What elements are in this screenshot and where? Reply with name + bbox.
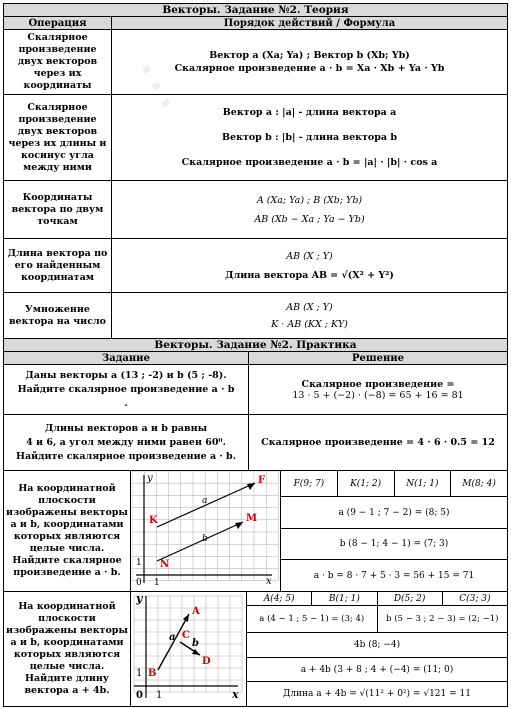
task2-line: Найдите скалярное произведение a · b. <box>15 450 237 462</box>
point-D: D <box>201 656 211 667</box>
point-F: F <box>257 475 265 486</box>
op-vector-length: Длина вектора по его найденным координатам <box>4 239 112 293</box>
formula-dot-lengths <box>112 95 508 181</box>
task4-sol4: Длина a + 4b = √(11² + 0²) = √121 = 11 <box>247 682 508 707</box>
point-cell: D(5; 2) <box>377 592 442 606</box>
point-N: N <box>159 559 169 570</box>
task3-graph <box>131 471 281 592</box>
formula-vector-points <box>112 181 508 239</box>
task1-sol: 13 · 5 + (−2) · (−8) = 65 + 16 = 81 <box>292 389 464 401</box>
point-B: B <box>147 668 156 679</box>
label-y: y <box>135 592 142 605</box>
col-formula: Порядок действий / Формула <box>112 17 508 30</box>
task4-grid-svg <box>132 592 246 702</box>
theory-title: Векторы. Задание №2. Теория <box>4 4 508 17</box>
watermark: ⋯ <box>114 43 202 128</box>
formula-line: Скалярное произведение a · b = Xa · Xb + Ya · Yb <box>174 63 445 74</box>
vector-a-arrow <box>183 614 189 622</box>
label-x: x <box>231 688 239 701</box>
task4-table <box>3 591 508 707</box>
point-cell: C(3; 3) <box>442 592 507 606</box>
task2-line: 4 и 6, а угол между ними равен 60⁰. <box>26 436 226 448</box>
task3-sol2: b (8 − 1; 4 − 1) = (7; 3) <box>281 528 508 560</box>
theory-table <box>3 3 508 339</box>
task1-text: Даны векторы a (13 ; -2) и b (5 ; -8). Найдите скалярное произведение a · b . <box>4 365 249 415</box>
op-dot-coords: Скалярное произведение двух векторов через их координаты <box>4 30 112 95</box>
label-a: a <box>201 496 207 506</box>
label-one-x: 1 <box>155 690 162 701</box>
col-operation: Операция <box>4 17 112 30</box>
formula-vector-length <box>112 239 508 293</box>
formula-line: K · AB (KX ; KY) <box>271 318 348 330</box>
label-zero: 0 <box>135 690 143 701</box>
formula-line: Вектор b : |b| - длина вектора b <box>222 132 397 143</box>
op-vector-scalar: Умножение вектора на число <box>4 293 112 339</box>
point-cell: N(1; 1) <box>394 471 451 497</box>
task3-sol3: a · b = 8 · 7 + 5 · 3 = 56 + 15 = 71 <box>281 560 508 592</box>
practice-table <box>3 338 508 471</box>
label-b: b <box>191 638 199 649</box>
formula-line: Длина вектора AB = √(X² + Y²) <box>225 269 394 281</box>
task2-line: Длины векторов a и b равны <box>44 422 208 434</box>
formula-line: AB (X ; Y) <box>286 301 333 313</box>
task4-text: На координатной плоскости изображены векторы a и b, координатами которых являются целые числа. Найдите длину вектора a + 4b. <box>4 592 131 707</box>
task2-sol: Скалярное произведение = 4 · 6 · 0.5 = 12 <box>249 415 508 471</box>
op-vector-points: Координаты вектора по двум точкам <box>4 181 112 239</box>
label-y: y <box>146 473 153 484</box>
formula-line: Скалярное произведение a · b = |a| · |b| · cos a <box>181 157 438 168</box>
task1-solution <box>249 365 508 415</box>
label-zero: 0 <box>135 578 142 587</box>
formula-line: AB (Xb − Xa ; Ya − Yb) <box>254 213 365 225</box>
task2-text <box>4 415 249 471</box>
formula-dot-coords <box>112 30 508 95</box>
point-cell: B(1; 1) <box>312 592 377 606</box>
point-M: M <box>245 513 257 524</box>
point-K: K <box>148 515 158 526</box>
point-cell: K(1; 2) <box>337 471 394 497</box>
task3-table <box>3 470 508 592</box>
task3-grid-svg <box>132 471 280 587</box>
task3-sol1: a (9 − 1 ; 7 − 2) = (8; 5) <box>281 497 508 529</box>
point-cell: M(8; 4) <box>451 471 508 497</box>
point-cell: A(4; 5) <box>247 592 312 606</box>
task3-text: На координатной плоскости изображены векторы a и b, координатами которых являются целые числа. Найдите скалярное произведение a · b. <box>4 471 131 592</box>
op-dot-lengths: Скалярное произведение двух векторов через их длины и косинус угла между ними <box>4 95 112 181</box>
label-one-y: 1 <box>135 668 142 679</box>
formula-line: AB (X ; Y) <box>286 250 333 262</box>
point-cell: F(9; 7) <box>281 471 338 497</box>
task4-sol2: 4b (8; −4) <box>247 633 508 658</box>
label-b: b <box>201 534 208 544</box>
practice-title: Векторы. Задание №2. Практика <box>4 339 508 352</box>
task4-sol1b: b (5 − 3 ; 2 − 3) = (2; −1) <box>377 606 508 633</box>
task4-graph <box>131 592 247 707</box>
task1-sol-title: Скалярное произведение = <box>301 378 455 390</box>
label-a: a <box>168 632 175 643</box>
formula-line: Вектор a : |a| - длина вектора a <box>222 107 397 118</box>
point-A: A <box>191 606 200 617</box>
task4-sol3: a + 4b (3 + 8 ; 4 + (−4) = (11; 0) <box>247 657 508 682</box>
col-solution: Решение <box>249 352 508 365</box>
label-one-y: 1 <box>135 558 142 568</box>
label-one-x: 1 <box>153 578 160 587</box>
label-x: x <box>265 576 272 587</box>
vector-b <box>157 522 243 561</box>
task4-sol1a: a (4 − 1 ; 5 − 1) = (3; 4) <box>247 606 378 633</box>
point-C: C <box>181 630 190 641</box>
formula-line: A (Xa; Ya) ; B (Xb; Yb) <box>256 194 363 206</box>
formula-vector-scalar <box>112 293 508 339</box>
worksheet <box>3 3 508 707</box>
col-task: Задание <box>4 352 249 365</box>
formula-line: Вектор a (Xa; Ya) ; Вектор b (Xb; Yb) <box>209 50 410 61</box>
